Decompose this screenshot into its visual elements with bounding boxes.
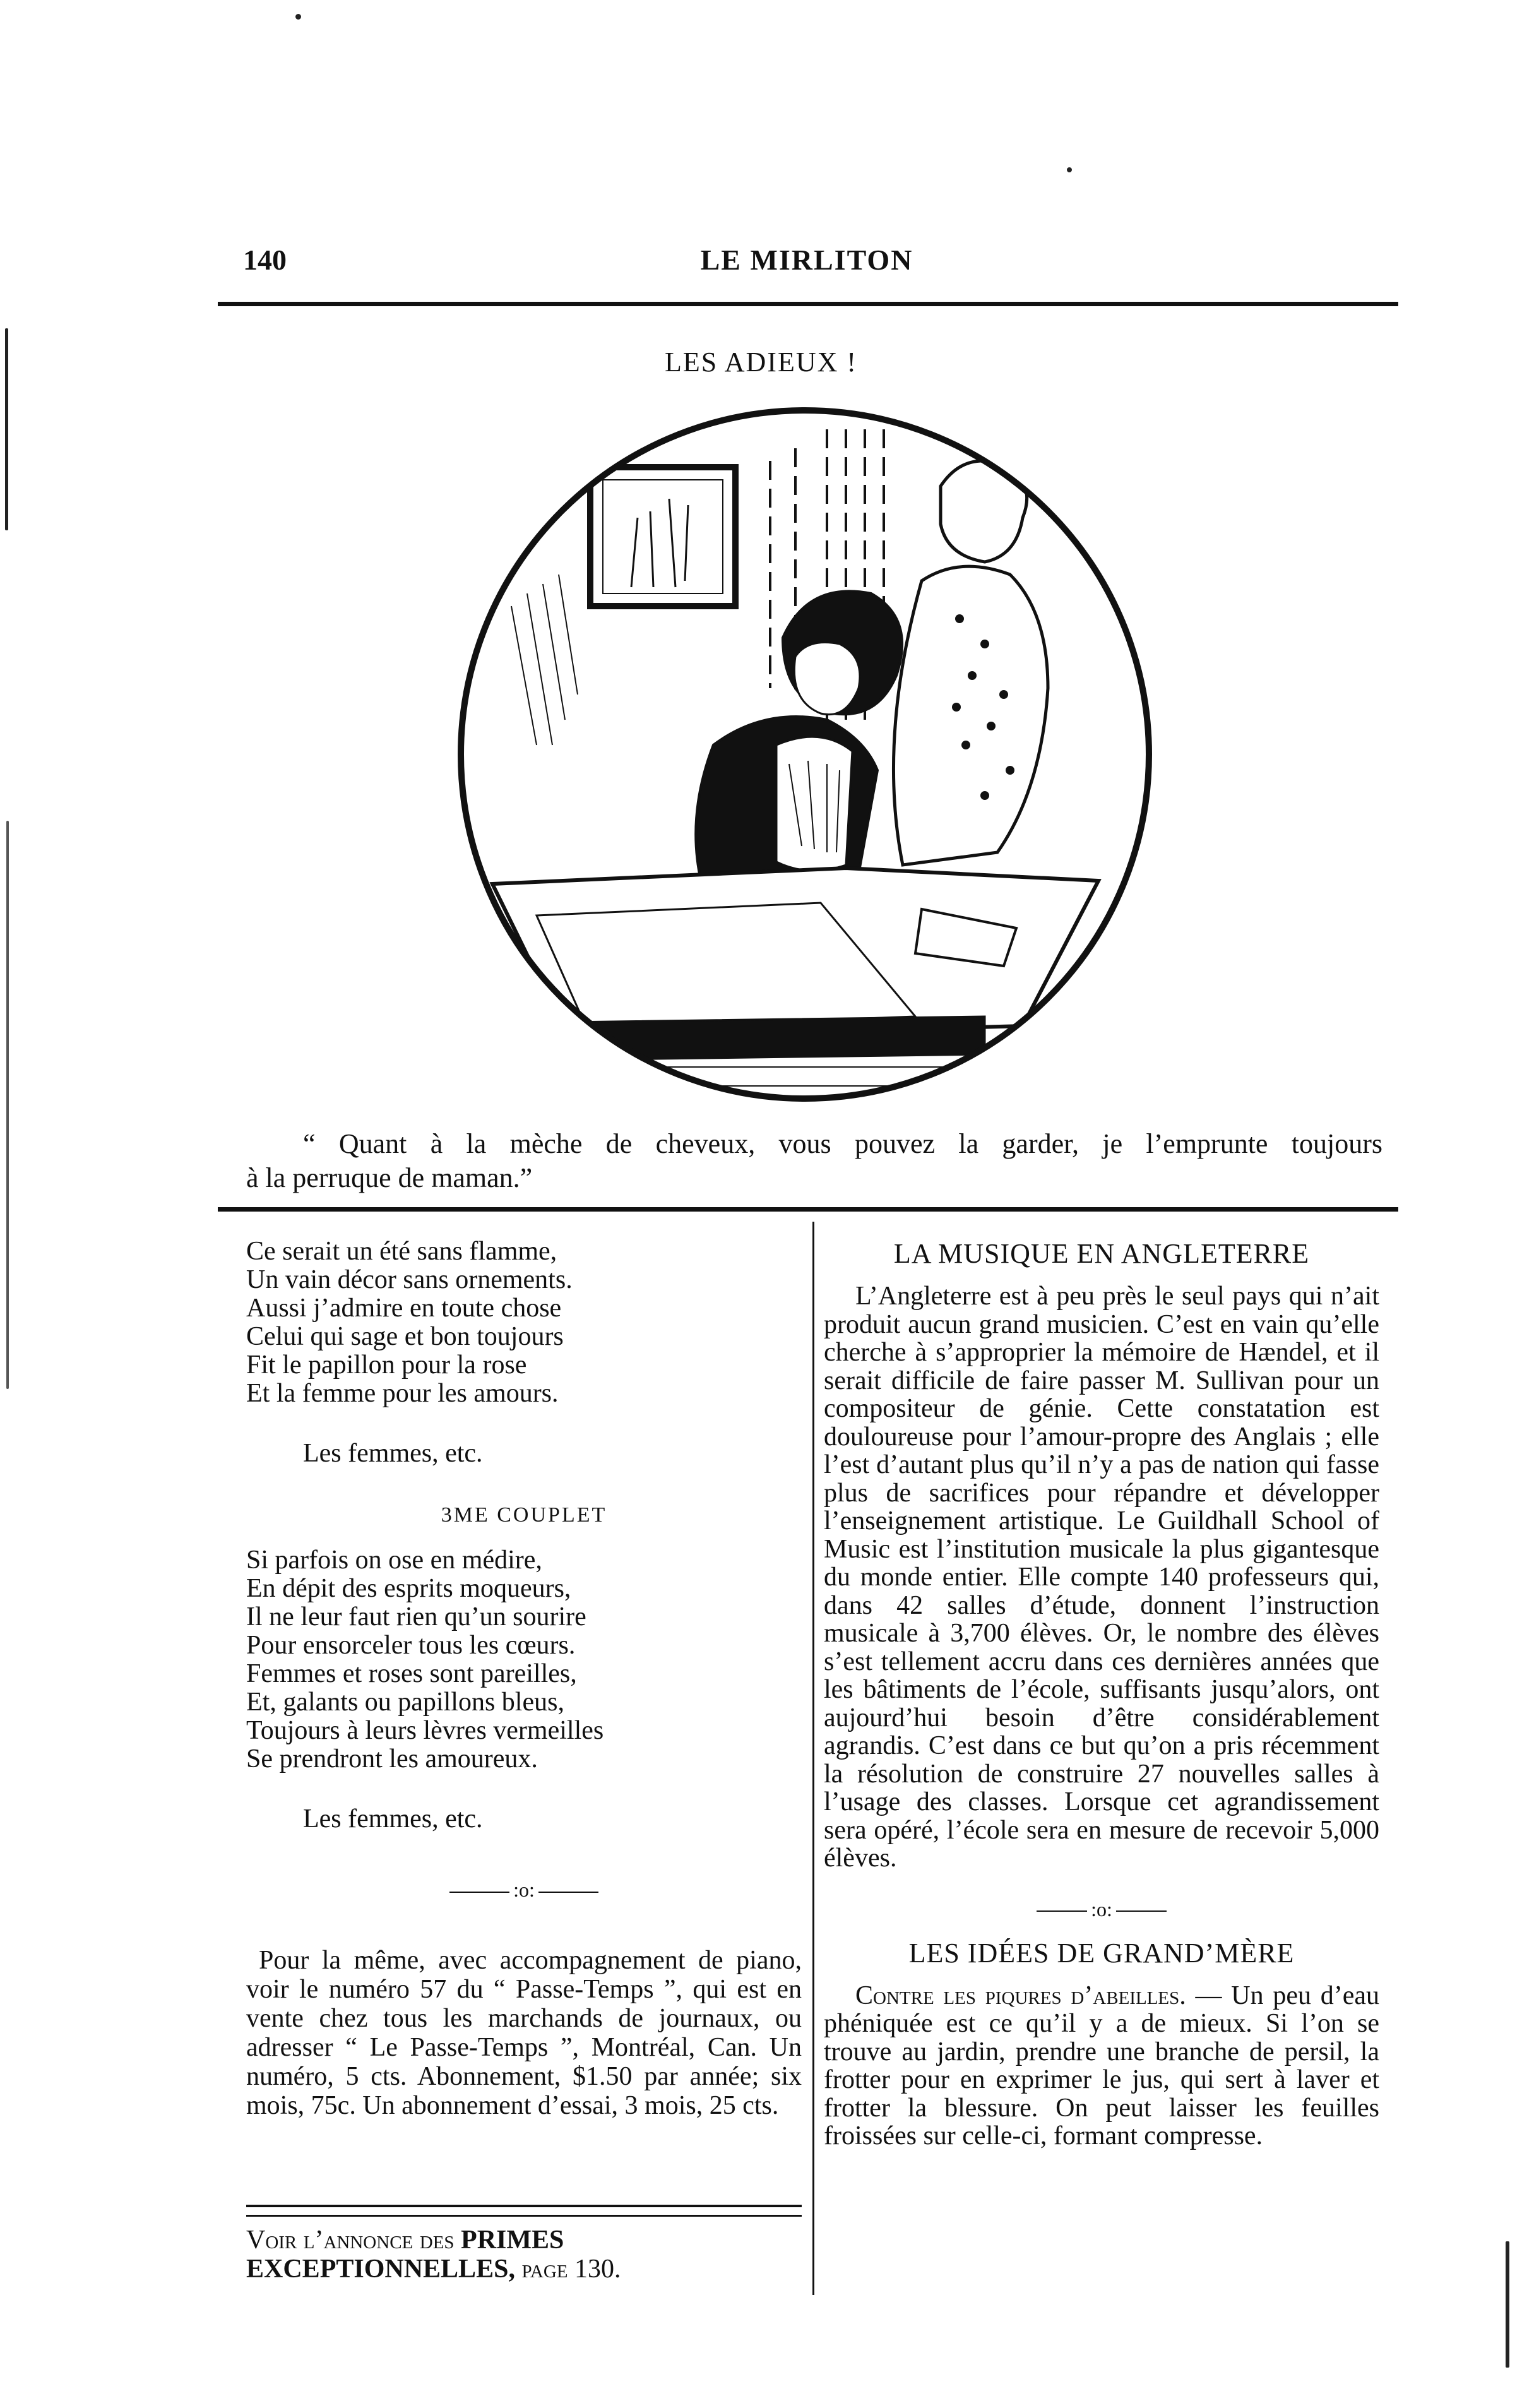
column-divider xyxy=(812,1222,814,2295)
section-title-musique: LA MUSIQUE EN ANGLETERRE xyxy=(893,1238,1310,1269)
scan-speck xyxy=(295,14,301,20)
left-column xyxy=(246,1237,802,2120)
refrain-1: Les femmes, etc. xyxy=(303,1439,483,1468)
article-musique-body: L’Angleterre est à peu près le seul pays qui n’ait produit aucun grand musicien. C’est en vain qu’elle cherche à s’approprier la mémoire de Hændel, et il serait difficile de faire passer M. Sullivan pour un compositeur de génie. Cette constatation est douloureuse pour l’amour-propre des Anglais ; elle l’est d’autant plus qu’il n’y a pas de nation qui fasse plus de sacrifices pour répandre et développer l’enseignement artistique. Le Guildhall School of Music est l’institution musicale la plus gigantesque du monde entier. Elle compte 140 professeurs qui, dans 42 salles d’étude, donnent l’instruction musicale à 3,700 élèves. Or, le nombre des élèves s’est tellement accru dans ces dernières années que les bâtiments de l’école, suffisants jusqu’alors, ont aujourd’hui besoin d’être considérablement agrandis. C’est dans ce but qu’on a pris récemment la résolution de construire 27 nouvelles salles à l’usage des classes. Lorsque cet agrandissement sera opéré, l’école sera en mesure de recevoir 5,000 élèves. xyxy=(824,1282,1379,1873)
primes-notice: Voir l’annonce des PRIMES EXCEPTIONNELLES, page 130. xyxy=(246,2226,621,2284)
double-rule xyxy=(246,2205,802,2217)
verse-2 xyxy=(246,1546,802,1773)
subscription-notice: Pour la même, avec accompagnement de piano, voir le numéro 57 du “ Passe-Temps ”, qui est en vente chez tous les marchands de journaux, ou adresser “ Le Passe-Temps ”, Montréal, Can. Un numéro, 5 cts. Abonnement, $1.50 par année; six mois, 75c. Un abonnement d’essai, 3 mois, 25 cts. xyxy=(246,1946,802,2120)
scan-edge-mark xyxy=(6,821,9,1389)
section-rule xyxy=(218,1207,1398,1212)
journal-title: LE MIRLITON xyxy=(700,244,913,276)
couplet-title: 3ME COUPLET xyxy=(441,1503,607,1527)
running-head xyxy=(218,243,1396,287)
engraving-illustration xyxy=(442,391,1168,1118)
caption-line-1: “ Quant à la mèche de cheveux, vous pouvez la garder, je l’emprunte toujours xyxy=(303,1128,1382,1159)
scan-speck xyxy=(1067,167,1072,172)
article-title: LES ADIEUX ! xyxy=(664,347,858,378)
scan-edge-mark xyxy=(5,328,8,530)
verse-line: Aussi j’admire en toute chose xyxy=(246,1294,562,1323)
verse-line: Pour ensorceler tous les cœurs. xyxy=(246,1631,576,1660)
verse-line: Toujours à leurs lèvres vermeilles xyxy=(246,1716,604,1745)
section-title-grand-mere: LES IDÉES DE GRAND’MÈRE xyxy=(908,1937,1295,1969)
page-number: 140 xyxy=(243,244,287,276)
verse-1 xyxy=(246,1237,802,1408)
verse-line: Celui qui sage et bon toujours xyxy=(246,1322,564,1351)
header-rule xyxy=(218,302,1398,306)
scan-edge-mark xyxy=(1506,2241,1509,2368)
separator-ornament: :o: xyxy=(824,1898,1379,1921)
verse-line: Il ne leur faut rien qu’un sourire xyxy=(246,1602,586,1631)
caption-line-2: à la perruque de maman.” xyxy=(246,1162,533,1193)
verse-line: Si parfois on ose en médire, xyxy=(246,1546,542,1575)
verse-line: En dépit des esprits moqueurs, xyxy=(246,1574,571,1603)
verse-line: Femmes et roses sont pareilles, xyxy=(246,1659,577,1688)
verse-line: Et, galants ou papillons bleus, xyxy=(246,1688,564,1717)
verse-line: Ce serait un été sans flamme, xyxy=(246,1237,557,1266)
illustration-caption xyxy=(246,1127,1382,1195)
verse-line: Fit le papillon pour la rose xyxy=(246,1350,527,1380)
separator-ornament: :o: xyxy=(246,1878,802,1902)
refrain-2: Les femmes, etc. xyxy=(303,1804,483,1833)
verse-line: Un vain décor sans ornements. xyxy=(246,1265,573,1294)
article-grand-mere-body: Contre les piqures d’abeilles. — Un peu d’eau phéniquée est ce qu’il y a de mieux. Si l’on se trouve au jardin, prendre une branche de persil, la frotter pour en exprimer le jus, qui sert à laver et frotter la blessure. On peut laisser les feuilles froissées sur celle-ci, formant compresse. xyxy=(824,1981,1379,2150)
right-column xyxy=(824,1237,1379,2150)
verse-line: Et la femme pour les amours. xyxy=(246,1379,559,1408)
verse-line: Se prendront les amoureux. xyxy=(246,1744,538,1773)
